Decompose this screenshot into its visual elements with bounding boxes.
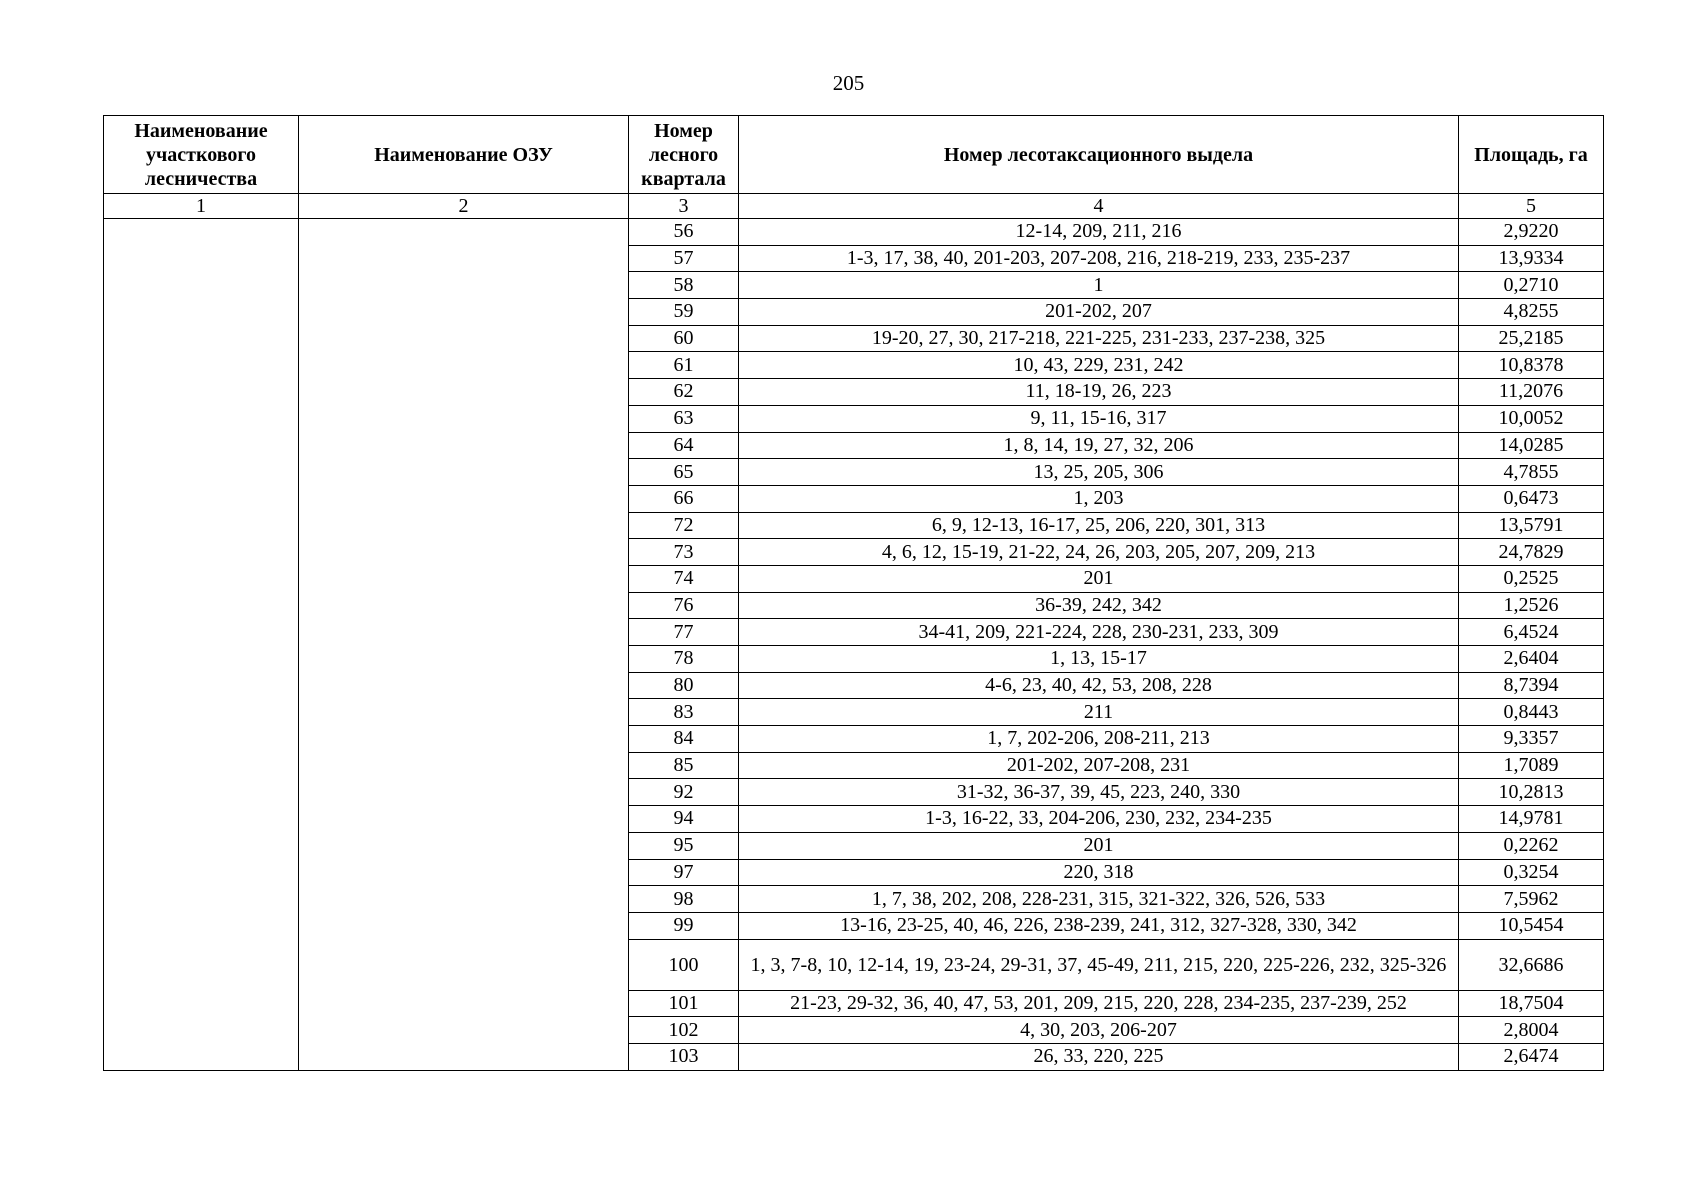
quarter-cell: 62: [629, 379, 739, 406]
area-cell: 4,8255: [1459, 299, 1604, 326]
plots-cell: 1, 203: [739, 485, 1459, 512]
area-cell: 24,7829: [1459, 539, 1604, 566]
area-cell: 25,2185: [1459, 325, 1604, 352]
plots-cell: 9, 11, 15-16, 317: [739, 405, 1459, 432]
quarter-cell: 77: [629, 619, 739, 646]
area-cell: 10,5454: [1459, 912, 1604, 939]
area-cell: 0,6473: [1459, 485, 1604, 512]
area-cell: 0,8443: [1459, 699, 1604, 726]
plots-cell: 6, 9, 12-13, 16-17, 25, 206, 220, 301, 313: [739, 512, 1459, 539]
quarter-cell: 56: [629, 219, 739, 246]
plots-cell: 1, 7, 38, 202, 208, 228-231, 315, 321-322, 326, 526, 533: [739, 886, 1459, 913]
column-number: 1: [104, 194, 299, 219]
header-plot-numbers: Номер лесотаксационного выдела: [739, 116, 1459, 194]
area-cell: 32,6686: [1459, 939, 1604, 990]
plots-cell: 201-202, 207: [739, 299, 1459, 326]
column-number: 3: [629, 194, 739, 219]
quarter-cell: 101: [629, 990, 739, 1017]
area-cell: 14,9781: [1459, 806, 1604, 833]
plots-cell: 36-39, 242, 342: [739, 592, 1459, 619]
quarter-cell: 61: [629, 352, 739, 379]
area-cell: 11,2076: [1459, 379, 1604, 406]
column-number: 2: [299, 194, 629, 219]
header-ozu-name: Наименование ОЗУ: [299, 116, 629, 194]
area-cell: 8,7394: [1459, 672, 1604, 699]
area-cell: 2,6474: [1459, 1043, 1604, 1070]
header-row: [104, 116, 1604, 194]
quarter-cell: 97: [629, 859, 739, 886]
plots-cell: 201-202, 207-208, 231: [739, 752, 1459, 779]
area-cell: 2,9220: [1459, 219, 1604, 246]
quarter-cell: 80: [629, 672, 739, 699]
quarter-cell: 99: [629, 912, 739, 939]
quarter-cell: 65: [629, 459, 739, 486]
quarter-cell: 66: [629, 485, 739, 512]
area-cell: 1,2526: [1459, 592, 1604, 619]
header-quarter-number: Номер лесного квартала: [629, 116, 739, 194]
plots-cell: 13, 25, 205, 306: [739, 459, 1459, 486]
quarter-cell: 64: [629, 432, 739, 459]
header-area: Площадь, га: [1459, 116, 1604, 194]
area-cell: 10,8378: [1459, 352, 1604, 379]
plots-cell: 1, 8, 14, 19, 27, 32, 206: [739, 432, 1459, 459]
plots-cell: 1-3, 17, 38, 40, 201-203, 207-208, 216, 218-219, 233, 235-237: [739, 245, 1459, 272]
quarter-cell: 58: [629, 272, 739, 299]
area-cell: 6,4524: [1459, 619, 1604, 646]
plots-cell: 10, 43, 229, 231, 242: [739, 352, 1459, 379]
plots-cell: 1: [739, 272, 1459, 299]
column-number: 4: [739, 194, 1459, 219]
quarter-cell: 60: [629, 325, 739, 352]
table-body: [104, 219, 1604, 1071]
plots-cell: 1, 7, 202-206, 208-211, 213: [739, 726, 1459, 753]
table-row: [104, 219, 1604, 246]
quarter-cell: 76: [629, 592, 739, 619]
area-cell: 10,2813: [1459, 779, 1604, 806]
plots-cell: 220, 318: [739, 859, 1459, 886]
quarter-cell: 59: [629, 299, 739, 326]
quarter-cell: 103: [629, 1043, 739, 1070]
quarter-cell: 78: [629, 646, 739, 673]
area-cell: 2,6404: [1459, 646, 1604, 673]
quarter-cell: 85: [629, 752, 739, 779]
plots-cell: 201: [739, 832, 1459, 859]
plots-cell: 34-41, 209, 221-224, 228, 230-231, 233, 309: [739, 619, 1459, 646]
forestry-name-cell: [104, 219, 299, 1071]
area-cell: 2,8004: [1459, 1017, 1604, 1044]
plots-cell: 4, 30, 203, 206-207: [739, 1017, 1459, 1044]
plots-cell: 19-20, 27, 30, 217-218, 221-225, 231-233, 237-238, 325: [739, 325, 1459, 352]
area-cell: 10,0052: [1459, 405, 1604, 432]
plots-cell: 12-14, 209, 211, 216: [739, 219, 1459, 246]
plots-cell: 26, 33, 220, 225: [739, 1043, 1459, 1070]
area-cell: 1,7089: [1459, 752, 1604, 779]
quarter-cell: 92: [629, 779, 739, 806]
area-cell: 0,3254: [1459, 859, 1604, 886]
ozu-name-cell: [299, 219, 629, 1071]
plots-cell: 1-3, 16-22, 33, 204-206, 230, 232, 234-235: [739, 806, 1459, 833]
quarter-cell: 63: [629, 405, 739, 432]
quarter-cell: 83: [629, 699, 739, 726]
plots-cell: 31-32, 36-37, 39, 45, 223, 240, 330: [739, 779, 1459, 806]
plots-cell: 211: [739, 699, 1459, 726]
header-forestry-name: Наименование участкового лесничества: [104, 116, 299, 194]
area-cell: 7,5962: [1459, 886, 1604, 913]
area-cell: 4,7855: [1459, 459, 1604, 486]
plots-cell: 21-23, 29-32, 36, 40, 47, 53, 201, 209, 215, 220, 228, 234-235, 237-239, 252: [739, 990, 1459, 1017]
quarter-cell: 98: [629, 886, 739, 913]
area-cell: 0,2262: [1459, 832, 1604, 859]
area-cell: 14,0285: [1459, 432, 1604, 459]
page-number: 205: [832, 71, 865, 95]
area-cell: 13,9334: [1459, 245, 1604, 272]
quarter-cell: 73: [629, 539, 739, 566]
quarter-cell: 102: [629, 1017, 739, 1044]
area-cell: 13,5791: [1459, 512, 1604, 539]
quarter-cell: 72: [629, 512, 739, 539]
plots-cell: 1, 13, 15-17: [739, 646, 1459, 673]
plots-cell: 11, 18-19, 26, 223: [739, 379, 1459, 406]
area-cell: 0,2525: [1459, 565, 1604, 592]
quarter-cell: 95: [629, 832, 739, 859]
forest-plots-table: [103, 115, 1604, 1071]
quarter-cell: 100: [629, 939, 739, 990]
area-cell: 18,7504: [1459, 990, 1604, 1017]
plots-cell: 13-16, 23-25, 40, 46, 226, 238-239, 241, 312, 327-328, 330, 342: [739, 912, 1459, 939]
plots-cell: 201: [739, 565, 1459, 592]
column-number-row: [104, 194, 1604, 219]
plots-cell: 4-6, 23, 40, 42, 53, 208, 228: [739, 672, 1459, 699]
quarter-cell: 57: [629, 245, 739, 272]
column-number: 5: [1459, 194, 1604, 219]
area-cell: 9,3357: [1459, 726, 1604, 753]
plots-cell: 1, 3, 7-8, 10, 12-14, 19, 23-24, 29-31, 37, 45-49, 211, 215, 220, 225-226, 232, 325-326: [739, 939, 1459, 990]
quarter-cell: 84: [629, 726, 739, 753]
quarter-cell: 74: [629, 565, 739, 592]
plots-cell: 4, 6, 12, 15-19, 21-22, 24, 26, 203, 205, 207, 209, 213: [739, 539, 1459, 566]
area-cell: 0,2710: [1459, 272, 1604, 299]
quarter-cell: 94: [629, 806, 739, 833]
